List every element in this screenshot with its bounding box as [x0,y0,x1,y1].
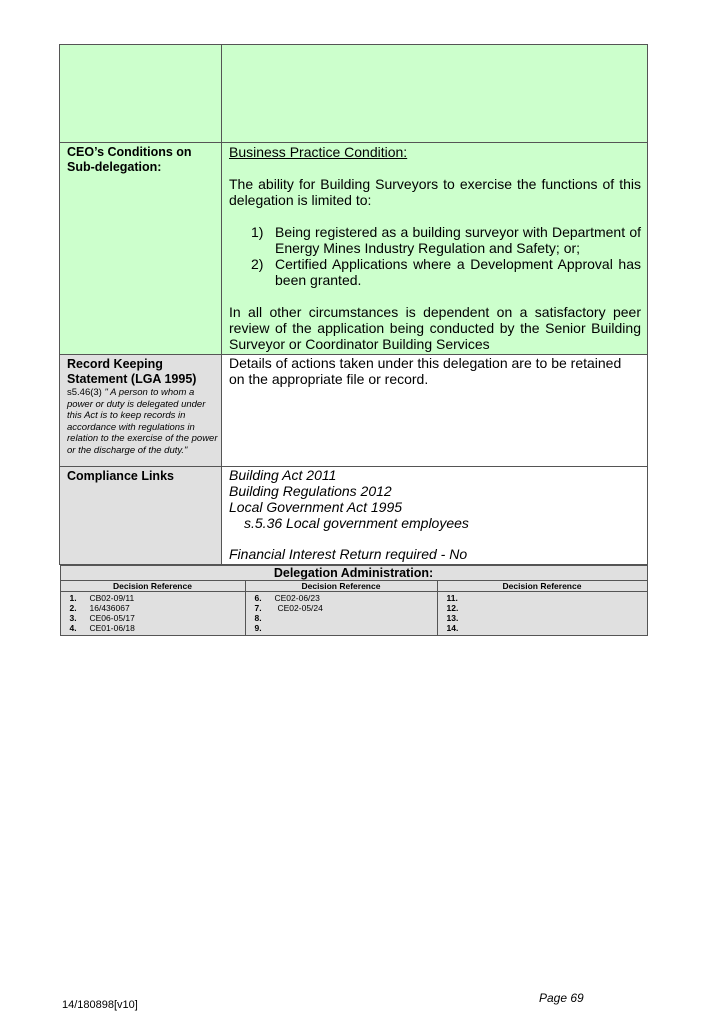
list-item: 7. CE02-05/24 [254,603,323,613]
list-item: 2. 16/436067 [69,603,130,613]
admin-table-wrap [60,581,648,636]
record-keeping-row [60,355,648,467]
sub-delegation-row [60,143,648,355]
admin-col-1 [61,592,246,636]
compliance-content-cell [222,467,648,565]
record-keeping-note: s5.46(3) " A person to whom a power or duty is delegated under this Act is to keep records in accordance with regulations in relation to the exercise of the power or the discharge of the duty." [67,387,218,456]
delegation-table [59,44,648,636]
list-item: 12. [446,603,459,613]
col-header: Decision Reference [61,581,246,592]
condition-item: 2) Certified Applications where a Development Approval has been granted. [251,256,641,288]
list-item: 1. CB02-09/11 [69,593,135,603]
admin-row [60,565,648,637]
financial-interest-note: Financial Interest Return required - No [229,546,468,562]
condition-item: 1) Being registered as a building surveyor with Department of Energy Mines Industry Regulation and Safety; or; [251,224,641,256]
admin-col-3 [437,592,647,636]
list-item: 3. CE06-05/17 [69,613,135,623]
compliance-row [60,467,648,565]
compliance-label: Compliance Links [67,469,174,483]
list-item: 9. [254,623,262,633]
admin-title: Delegation Administration: [60,565,648,581]
compliance-link: Building Regulations 2012 [229,483,392,499]
document-reference: 14/180898[v10] [62,999,138,1011]
record-keeping-text: Details of actions taken under this delegation are to be retained on the appropriate file or record. [229,355,622,387]
list-item: 6. CE02-06/23 [254,593,320,603]
compliance-label-cell [60,467,222,565]
list-item: 13. [446,613,459,623]
sub-delegation-label: CEO’s Conditions on Sub-delegation: [67,145,192,174]
admin-header-row [61,581,647,592]
condition-list [229,224,641,288]
admin-cell [60,565,648,637]
empty-row [60,45,648,143]
record-keeping-label-cell [60,355,222,467]
record-keeping-label: Record Keeping Statement (LGA 1995) [67,357,197,386]
sub-delegation-closing: In all other circumstances is dependent on a satisfactory peer review of the application being conducted by the Senior Building Surveyor or Coordinator Building Services [229,304,641,352]
page-number: Page 69 [539,991,584,1005]
admin-col-2 [245,592,437,636]
admin-body-row [61,592,647,636]
compliance-link: Local Government Act 1995 [229,499,403,515]
list-item: 14. [446,623,459,633]
col-header: Decision Reference [437,581,647,592]
business-practice-heading: Business Practice Condition: [229,144,408,160]
compliance-link: s.5.36 Local government employees [244,515,469,531]
compliance-link: Building Act 2011 [229,467,337,483]
list-item: 4. CE01-06/18 [69,623,135,633]
col-header: Decision Reference [245,581,437,592]
list-item: 8. [254,613,262,623]
sub-delegation-content-cell [222,143,648,355]
sub-delegation-label-cell [60,143,222,355]
empty-label-cell [60,45,222,143]
record-keeping-content-cell [222,355,648,467]
list-item: 11. [446,593,458,603]
empty-content-cell [222,45,648,143]
admin-table [61,581,647,635]
sub-delegation-intro: The ability for Building Surveyors to exercise the functions of this delegation is limited to: [229,176,641,208]
